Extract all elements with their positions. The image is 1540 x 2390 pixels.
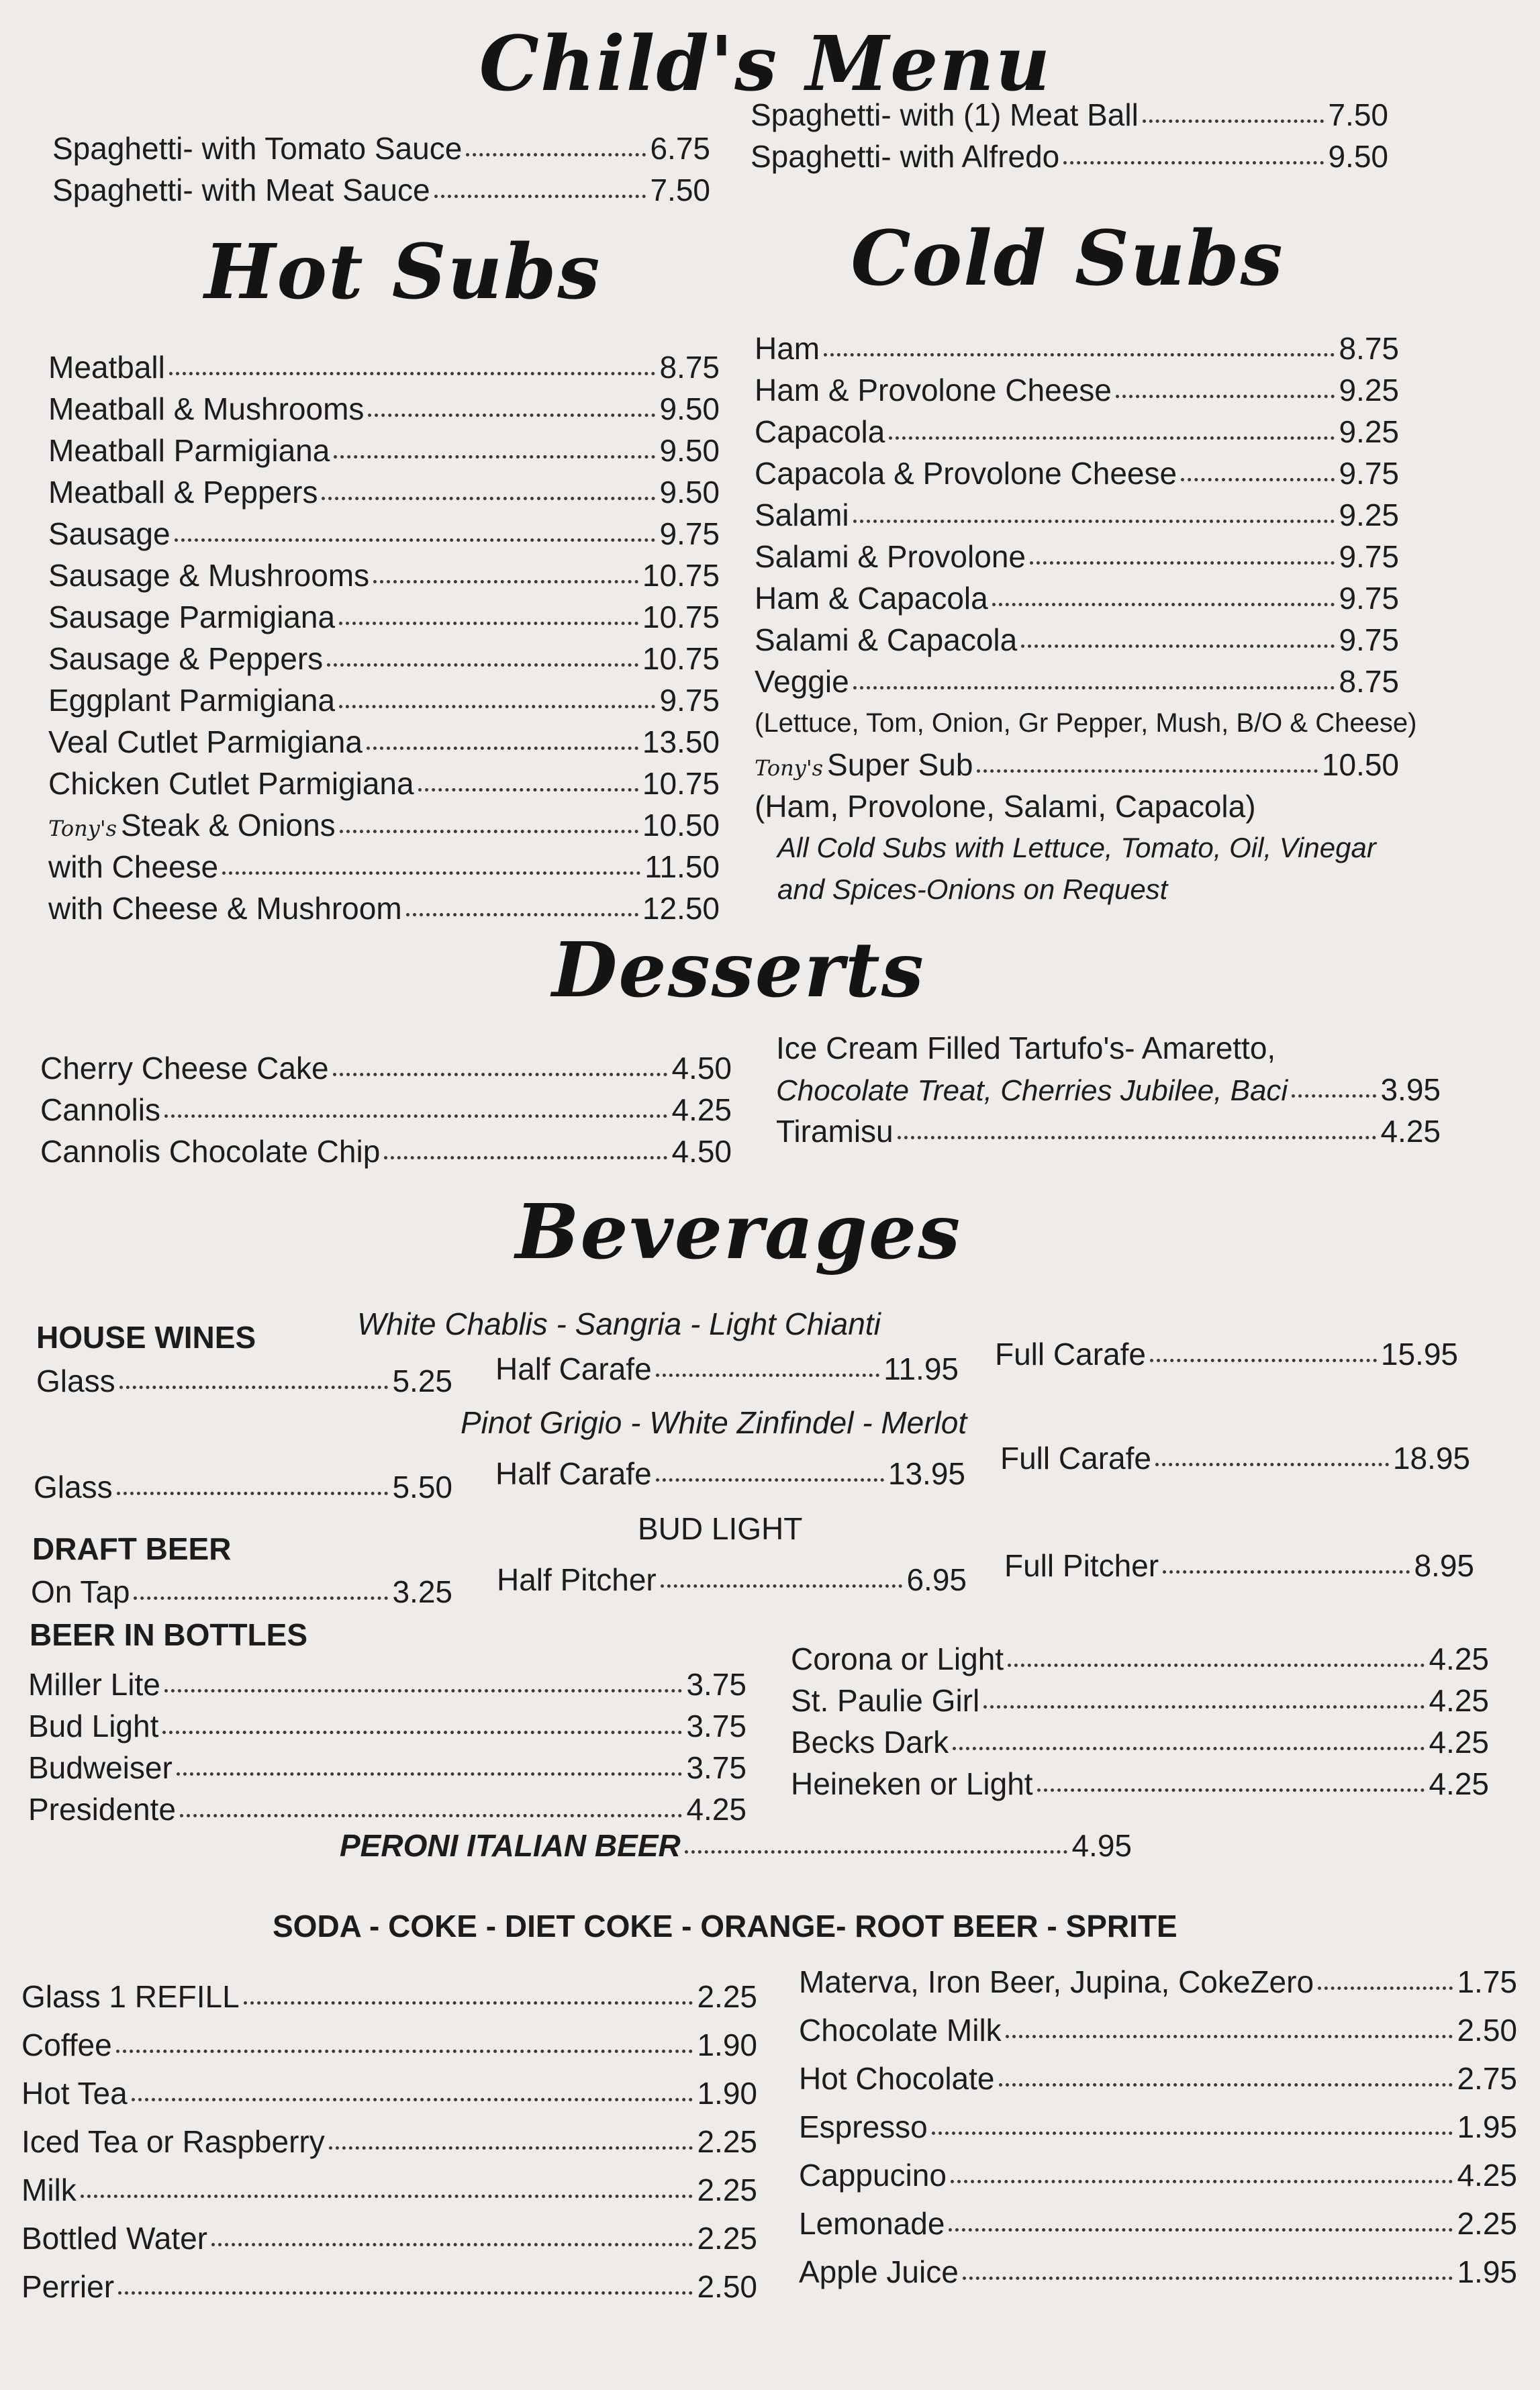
item-price: 9.50 [1328, 139, 1388, 174]
item-price: 2.25 [1457, 2206, 1517, 2241]
draft-on-tap [31, 1574, 452, 1610]
desserts-title: Desserts [552, 926, 925, 1014]
item-name: Hot Chocolate [799, 2061, 995, 2096]
menu-item-row [755, 328, 1399, 369]
hot-subs-list [48, 346, 720, 929]
item-name: Ham [755, 331, 820, 366]
item-price: 10.75 [642, 766, 720, 801]
dot-leader [384, 1149, 667, 1159]
item-price: 6.75 [650, 131, 710, 166]
menu-item-row [21, 1972, 757, 2021]
menu-item-row [799, 1958, 1517, 2006]
soft-drinks-left [21, 1972, 757, 2311]
item-price: 4.50 [671, 1134, 732, 1169]
item-name: Steak & Onions [121, 808, 336, 843]
dot-leader [164, 1108, 667, 1118]
dot-leader [406, 906, 638, 916]
item-price: 4.25 [1429, 1766, 1489, 1801]
dot-leader [180, 1807, 683, 1817]
childs-menu-left [52, 128, 710, 211]
item-price: 1.90 [697, 2027, 757, 2062]
menu-item-row [755, 661, 1399, 702]
super-sub-row [755, 744, 1399, 785]
item-price: 3.75 [686, 1750, 747, 1785]
dot-leader [177, 1766, 683, 1776]
dot-leader [1292, 1088, 1376, 1098]
dot-leader [983, 1699, 1425, 1709]
item-name: Ham & Capacola [755, 581, 988, 616]
cold-subs-footnote-1: All Cold Subs with Lettuce, Tomato, Oil, Vinegar [777, 832, 1376, 863]
hot-subs-title: Hot Subs [204, 228, 601, 316]
dot-leader [949, 2221, 1453, 2232]
item-price: 1.95 [1457, 2109, 1517, 2144]
dot-leader [898, 1129, 1377, 1139]
dot-leader [1143, 113, 1325, 123]
item-name: Veal Cutlet Parmigiana [48, 724, 363, 759]
item-name: Coffee [21, 2027, 112, 2062]
dot-leader [1006, 2028, 1453, 2038]
tiramisu-row [776, 1110, 1441, 1152]
menu-item-row [48, 388, 720, 430]
item-price: 3.75 [686, 1709, 747, 1743]
dot-leader [932, 2125, 1453, 2135]
full-carafe-label: Full Carafe [995, 1337, 1146, 1372]
draft-half-pitcher [497, 1562, 967, 1598]
item-price: 9.50 [659, 391, 720, 426]
menu-item-row [40, 1047, 732, 1089]
item-price: 9.75 [1339, 581, 1399, 616]
dot-leader [685, 1844, 1068, 1854]
tonys-brand: Tony's [48, 816, 117, 841]
tartufo-line-2: Chocolate Treat, Cherries Jubilee, Baci [776, 1074, 1288, 1107]
desserts-right [776, 1027, 1441, 1152]
item-name: Materva, Iron Beer, Jupina, CokeZero [799, 1964, 1314, 1999]
item-price: 9.25 [1339, 414, 1399, 449]
dot-leader [418, 781, 638, 792]
item-price: 1.90 [697, 2076, 757, 2111]
item-price: 9.50 [659, 475, 720, 510]
wine2-half-carafe [495, 1455, 965, 1492]
dot-leader [339, 698, 655, 708]
tartufo-price: 3.95 [1380, 1072, 1441, 1107]
item-price: 2.50 [697, 2269, 757, 2304]
menu-item-row [755, 411, 1399, 452]
wine2-full-carafe [1000, 1440, 1470, 1476]
menu-item-row [791, 1638, 1489, 1680]
item-price: 4.25 [1429, 1725, 1489, 1760]
dot-leader [853, 679, 1335, 689]
half-pitcher-label: Half Pitcher [497, 1562, 657, 1597]
item-price: 13.50 [642, 724, 720, 759]
dot-leader [169, 365, 656, 375]
super-sub-note: (Ham, Provolone, Salami, Capacola) [755, 789, 1256, 824]
item-price: 4.50 [671, 1051, 732, 1086]
dot-leader [116, 2043, 693, 2053]
menu-item-row [48, 596, 720, 638]
dot-leader [1181, 471, 1335, 481]
full-pitcher-price: 8.95 [1414, 1548, 1474, 1583]
dot-leader [853, 513, 1335, 523]
beverages-title: Beverages [515, 1188, 962, 1276]
item-name: Veggie [755, 664, 849, 699]
peroni-price: 4.95 [1071, 1828, 1132, 1863]
item-name: Espresso [799, 2109, 928, 2144]
item-name: Hot Tea [21, 2076, 128, 2111]
house-wines-label: HOUSE WINES [36, 1320, 256, 1355]
peroni-name: PERONI ITALIAN BEER [340, 1828, 681, 1863]
half-carafe-label: Half Carafe [495, 1456, 652, 1491]
menu-item-row [799, 2054, 1517, 2103]
item-price: 9.50 [659, 433, 720, 468]
dot-leader [373, 573, 638, 583]
wine1-half-carafe [495, 1351, 959, 1387]
peroni-row [340, 1827, 1132, 1864]
item-name: Budweiser [28, 1750, 173, 1785]
dot-leader [1150, 1352, 1377, 1362]
cold-subs-title: Cold Subs [851, 215, 1284, 303]
draft-brand: BUD LIGHT [638, 1511, 803, 1546]
item-price: 2.25 [697, 2124, 757, 2159]
item-name: Sausage & Peppers [48, 641, 324, 676]
item-name: Meatball [48, 350, 165, 385]
menu-item-row [755, 536, 1399, 577]
menu-item-row [52, 128, 710, 169]
item-price: 8.75 [1339, 331, 1399, 366]
dot-leader [211, 2236, 693, 2246]
dot-leader [1021, 638, 1335, 648]
item-name: Capacola [755, 414, 885, 449]
dot-leader [466, 146, 646, 156]
dot-leader [118, 2285, 693, 2295]
menu-item-row [48, 679, 720, 721]
cold-subs-items [755, 328, 1399, 702]
desserts-left [40, 1047, 732, 1172]
menu-item-row [755, 494, 1399, 536]
item-price: 4.25 [1380, 1114, 1441, 1149]
item-name: with Cheese [48, 849, 219, 884]
glass-price: 5.25 [392, 1364, 452, 1398]
menu-item-row [28, 1747, 747, 1788]
bottles-right [791, 1638, 1489, 1805]
item-price: 1.95 [1457, 2254, 1517, 2289]
dot-leader [656, 1367, 880, 1377]
dot-leader [824, 346, 1335, 356]
menu-item-row [791, 1763, 1489, 1805]
item-name: Super Sub [827, 747, 973, 782]
dot-leader [132, 2091, 693, 2101]
draft-beer-label: DRAFT BEER [32, 1531, 232, 1566]
menu-item-row [799, 2151, 1517, 2199]
dot-leader [1318, 1980, 1453, 1990]
menu-item-row [755, 619, 1399, 661]
menu-item-row [48, 638, 720, 679]
menu-item-row [48, 513, 720, 555]
item-name: Sausage & Mushrooms [48, 558, 370, 593]
dot-leader [117, 1485, 389, 1495]
dot-leader [367, 740, 638, 750]
glass-price: 5.50 [392, 1470, 452, 1504]
item-name: Cherry Cheese Cake [40, 1051, 329, 1086]
menu-item-row [751, 94, 1388, 136]
menu-item-row [52, 169, 710, 211]
item-price: 10.75 [642, 558, 720, 593]
soft-drinks-right [799, 1958, 1517, 2296]
item-name: Apple Juice [799, 2254, 959, 2289]
menu-item-row [21, 2021, 757, 2069]
menu-item-row [48, 763, 720, 804]
item-price: 9.25 [1339, 373, 1399, 408]
item-price: 9.75 [1339, 539, 1399, 574]
item-name: Cappucino [799, 2158, 947, 2193]
tartufo-row [776, 1069, 1441, 1110]
menu-item-row [21, 2262, 757, 2311]
item-name: with Cheese & Mushroom [48, 891, 402, 926]
item-price: 8.75 [659, 350, 720, 385]
dot-leader [334, 448, 655, 459]
item-name: Corona or Light [791, 1641, 1004, 1676]
item-price: 4.25 [1457, 2158, 1517, 2193]
item-name: St. Paulie Girl [791, 1683, 980, 1718]
item-name: Tiramisu [776, 1114, 894, 1149]
item-name: Meatball Parmigiana [48, 433, 330, 468]
dot-leader [1163, 1564, 1410, 1574]
wine1-glass [36, 1363, 452, 1399]
item-price: 2.25 [697, 1979, 757, 2014]
item-name: Salami & Capacola [755, 622, 1018, 657]
menu-item-row [755, 369, 1399, 411]
item-price: 2.75 [1457, 2061, 1517, 2096]
item-price: 8.75 [1339, 664, 1399, 699]
menu-item-row [48, 555, 720, 596]
menu-item-row [48, 430, 720, 471]
dot-leader [992, 596, 1335, 606]
item-price: 9.25 [1339, 497, 1399, 532]
item-name: Sausage Parmigiana [48, 600, 336, 634]
full-carafe-label: Full Carafe [1000, 1441, 1151, 1476]
beer-in-bottles-label: BEER IN BOTTLES [30, 1617, 308, 1652]
menu-item-row [28, 1705, 747, 1747]
item-name: Cannolis Chocolate Chip [40, 1134, 381, 1169]
menu-item-row [755, 577, 1399, 619]
dot-leader [951, 2173, 1453, 2183]
item-name: Ham & Provolone Cheese [755, 373, 1112, 408]
item-name: Chocolate Milk [799, 2013, 1002, 2048]
menu-item-row [48, 888, 720, 929]
on-tap-label: On Tap [31, 1574, 130, 1609]
dot-leader [889, 430, 1335, 440]
wine-set-2-names: Pinot Grigio - White Zinfindel - Merlot [461, 1405, 967, 1440]
item-price: 10.75 [642, 600, 720, 634]
item-price: 3.75 [686, 1667, 747, 1702]
glass-label: Glass [34, 1470, 113, 1504]
menu-item-row [28, 1788, 747, 1830]
dot-leader [1037, 1782, 1425, 1792]
item-name: Capacola & Provolone Cheese [755, 456, 1177, 491]
veggie-note: (Lettuce, Tom, Onion, Gr Pepper, Mush, B/O & Cheese) [755, 708, 1417, 738]
dot-leader [661, 1578, 903, 1588]
item-name: Sausage [48, 516, 171, 551]
item-name: Meatball & Mushrooms [48, 391, 365, 426]
item-price: 7.50 [650, 173, 710, 207]
menu-item-row [48, 804, 720, 846]
dot-leader [1030, 555, 1335, 565]
item-price: 2.25 [697, 2221, 757, 2256]
item-name: Glass 1 REFILL [21, 1979, 240, 2014]
cold-subs-footnote-2: and Spices-Onions on Request [777, 873, 1168, 905]
item-price: 10.75 [642, 641, 720, 676]
item-name: Milk [21, 2172, 77, 2207]
menu-item-row [48, 346, 720, 388]
menu-item-row [21, 2214, 757, 2262]
dot-leader [322, 490, 655, 500]
item-name: Salami [755, 497, 849, 532]
menu-item-row [751, 136, 1388, 177]
item-name: Iced Tea or Raspberry [21, 2124, 325, 2159]
dot-leader [333, 1066, 668, 1076]
full-pitcher-label: Full Pitcher [1004, 1548, 1159, 1583]
menu-item-row [40, 1089, 732, 1131]
item-price: 9.75 [659, 683, 720, 718]
item-price: 9.75 [1339, 456, 1399, 491]
dot-leader [119, 1379, 389, 1389]
item-name: Bud Light [28, 1709, 159, 1743]
menu-item-row [48, 846, 720, 888]
half-carafe-price: 11.95 [883, 1351, 959, 1386]
item-name: Lemonade [799, 2206, 945, 2241]
dot-leader [340, 823, 638, 833]
item-name: Salami & Provolone [755, 539, 1026, 574]
draft-full-pitcher [1004, 1547, 1474, 1584]
soda-header: SODA - COKE - DIET COKE - ORANGE- ROOT BEER - SPRITE [273, 1909, 1177, 1944]
dot-leader [327, 657, 638, 667]
half-pitcher-price: 6.95 [906, 1562, 967, 1597]
item-name: Perrier [21, 2269, 115, 2304]
menu-item-row [799, 2199, 1517, 2248]
dot-leader [81, 2188, 693, 2198]
item-name: Miller Lite [28, 1667, 160, 1702]
menu-item-row [48, 721, 720, 763]
item-price: 10.50 [642, 808, 720, 843]
tonys-brand: Tony's [755, 755, 824, 781]
item-name: Becks Dark [791, 1725, 949, 1760]
item-name: Spaghetti- with Tomato Sauce [52, 131, 463, 166]
item-price: 9.75 [1339, 622, 1399, 657]
full-carafe-price: 18.95 [1392, 1441, 1470, 1476]
dot-leader [339, 615, 638, 625]
item-name: Eggplant Parmigiana [48, 683, 336, 718]
dot-leader [977, 763, 1317, 773]
childs-menu-title: Child's Menu [479, 20, 1052, 108]
item-name: Heineken or Light [791, 1766, 1033, 1801]
dot-leader [222, 865, 640, 875]
menu-item-row [21, 2069, 757, 2117]
item-price: 2.50 [1457, 2013, 1517, 2048]
menu-item-row [791, 1680, 1489, 1721]
dot-leader [999, 2076, 1453, 2087]
glass-label: Glass [36, 1364, 115, 1398]
childs-menu-right [751, 94, 1388, 177]
dot-leader [244, 1995, 693, 2005]
wine-set-1-names: White Chablis - Sangria - Light Chianti [357, 1306, 881, 1341]
menu-item-row [755, 452, 1399, 494]
item-name: Chicken Cutlet Parmigiana [48, 766, 414, 801]
menu-item-row [48, 471, 720, 513]
menu-item-row [799, 2248, 1517, 2296]
dot-leader [1116, 388, 1335, 398]
item-price: 4.25 [671, 1092, 732, 1127]
dot-leader [1155, 1456, 1389, 1466]
item-price: 11.50 [644, 849, 720, 884]
dot-leader [656, 1472, 884, 1482]
item-name: Cannolis [40, 1092, 160, 1127]
menu-item-row [21, 2117, 757, 2166]
menu-item-row [28, 1664, 747, 1705]
half-carafe-price: 13.95 [887, 1456, 965, 1491]
item-name: Presidente [28, 1792, 176, 1827]
dot-leader [134, 1590, 388, 1600]
bottles-left [28, 1664, 747, 1830]
dot-leader [175, 532, 656, 542]
item-price: 2.25 [697, 2172, 757, 2207]
cold-subs-list [755, 328, 1417, 910]
menu-item-row [40, 1131, 732, 1172]
item-price: 9.75 [659, 516, 720, 551]
item-price: 10.50 [1321, 747, 1399, 782]
dot-leader [329, 2140, 693, 2150]
wine2-glass [34, 1469, 452, 1505]
dot-leader [953, 1740, 1425, 1750]
item-price: 12.50 [642, 891, 720, 926]
half-carafe-label: Half Carafe [495, 1351, 652, 1386]
dot-leader [1063, 154, 1324, 164]
item-price: 1.75 [1457, 1964, 1517, 1999]
menu-item-row [799, 2103, 1517, 2151]
menu-item-row [21, 2166, 757, 2214]
dot-leader [164, 1682, 683, 1692]
dot-leader [162, 1724, 682, 1734]
dot-leader [1008, 1657, 1425, 1667]
item-price: 4.25 [1429, 1641, 1489, 1676]
menu-item-row [799, 2006, 1517, 2054]
full-carafe-price: 15.95 [1380, 1337, 1458, 1372]
item-name: Spaghetti- with Alfredo [751, 139, 1060, 174]
wine1-full-carafe [995, 1336, 1458, 1372]
dot-leader [434, 188, 646, 198]
tartufo-line-1: Ice Cream Filled Tartufo's- Amaretto, [776, 1031, 1276, 1065]
item-name: Meatball & Peppers [48, 475, 318, 510]
item-name: Spaghetti- with (1) Meat Ball [751, 97, 1139, 132]
dot-leader [963, 2270, 1453, 2280]
item-name: Spaghetti- with Meat Sauce [52, 173, 430, 207]
menu-item-row [791, 1721, 1489, 1763]
item-price: 4.25 [1429, 1683, 1489, 1718]
item-name: Bottled Water [21, 2221, 207, 2256]
item-price: 4.25 [686, 1792, 747, 1827]
item-price: 7.50 [1328, 97, 1388, 132]
on-tap-price: 3.25 [392, 1574, 452, 1609]
dot-leader [368, 407, 655, 417]
